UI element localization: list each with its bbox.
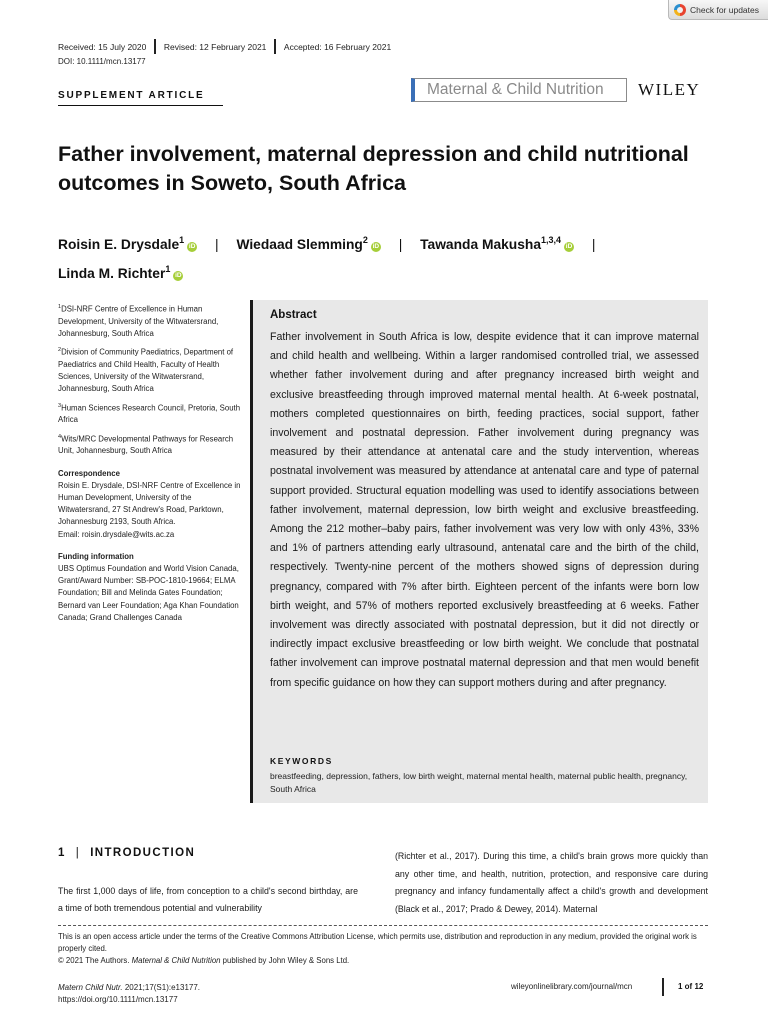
article-history [58, 39, 391, 54]
affiliation: $^4$Wits/MRC Developmental Pathways for Research Unit, Johannesburg, South Africa [58, 433, 234, 456]
affiliation: $^1$DSI-NRF Centre of Excellence in Human Development, University of the Witwatersrand, Johannesburg, South Africa [58, 304, 219, 338]
abstract-heading: Abstract [270, 309, 317, 321]
citation: Matern Child Nutr. 2021;17(S1):e13177. [58, 983, 201, 992]
journal-url[interactable]: wileyonlinelibrary.com/journal/mcn [511, 982, 633, 991]
section-heading: 1 | INTRODUCTION [58, 847, 196, 859]
publisher-logo[interactable]: WILEY [638, 80, 701, 99]
author[interactable]: Roisin E. Drysdale$^1$ [58, 235, 185, 252]
orcid-icon[interactable]: iD [372, 243, 380, 250]
citation-footer [58, 982, 200, 1006]
body-text-right: (Richter et al., 2017). During this time, a child's brain grows more quickly than any other time, and health, nutrition, protection, and responsive care during pregnancy and infancy fundamentally affect a child's growth and development (Black et al., 2017; Prado & Dewey, 2014). Maternal [395, 851, 708, 914]
received-date: Received: 15 July 2020 [58, 41, 147, 52]
abstract-text: Father involvement in South Africa is low, despite evidence that it can improve maternal and child health and wellbeing. Within a larger randomised controlled trial, we assessed whether father involvement during and after pregnancy increased birth weight and exclusive breastfeeding through improved maternal mental health. At 6-week postnatal, mothers completed questionnaires on birth, feeding practices, social support, father involvement and postnatal depression. Father involvement during pregnancy was measured by their attendance at antenatal care and the study intervention, whereas postnatal involvement was measured by attendance at antenatal care and type of paternal support provided. Structural equation modelling was used to identify associations between father involvement, maternal depression, low birth weight and exclusive breastfeeding. Among the 212 mother–baby pairs, father involvement was very low with only 43%, 33% and 1% of partners attending early ultrasound, antenatal care and the birth of the child, respectively. Twenty-nine percent of the mothers showed signs of depression during pregnancy, compared with 7% after birth. Eighteen percent of the infants were born low birth weight, and 57% of mothers reported exclusively breastfeeding at 6 weeks. Father involvement was directly associated with postnatal depression, but it did not directly or indirectly impact exclusive breastfeeding or low birth weight. We conclude that postnatal father involvement can improve postnatal maternal depression and that men would benefit from specific guidance on how they can support mothers during and after pregnancy. [270, 331, 699, 689]
article-title: Father involvement, maternal depression and child nutritional outcomes in Soweto, South Africa [58, 142, 689, 195]
doi-link[interactable]: https://doi.org/10.1111/mcn.13177 [58, 995, 178, 1004]
keywords-heading: KEYWORDS [270, 756, 333, 766]
author[interactable]: Linda M. Richter$^1$ [58, 264, 171, 281]
check-for-updates-label: Check for updates [690, 4, 759, 15]
correspondence-text: Roisin E. Drysdale, DSI-NRF Centre of Excellence in Human Development, University of the Witwatersrand, 27 St Andrew's Road, Parktown, Johannesburg 2193, South Africa. Email: roisin.drysdale@wits.ac.za [58, 480, 241, 539]
article-type-underline [58, 105, 223, 106]
affiliation: $^2$Division of Community Paediatrics, Department of Paediatrics and Child Health, Faculty of Health Sciences, University of the Witwatersrand, Johannesburg, South Africa [58, 347, 234, 394]
doi[interactable]: DOI: 10.1111/mcn.13177 [58, 57, 146, 66]
author[interactable]: Wiedaad Slemming$^2$ [236, 235, 368, 252]
affiliation: $^3$Human Sciences Research Council, Pretoria, South Africa [58, 402, 241, 425]
license-footnote [58, 931, 718, 967]
journal-logo[interactable] [411, 78, 627, 102]
author[interactable]: Tawanda Makusha$^{1,3,4}$ [420, 235, 562, 252]
footnote-divider [58, 925, 708, 926]
license-text: This is an open access article under the terms of the Creative Commons Attribution License, which permits use, distribution and reproduction in any medium, provided the original work is properly cited. [58, 932, 697, 953]
correspondence-email[interactable]: Email: roisin.drysdale@wits.ac.za [58, 529, 175, 539]
article-type: SUPPLEMENT ARTICLE [58, 90, 205, 101]
page-number: 1 of 12 [678, 982, 704, 991]
body-text-left: The first 1,000 days of life, from conception to a child's second birthday, are a time of both tremendous potential and vulnerability [58, 886, 358, 913]
journal-name: Maternal & Child Nutrition [427, 81, 604, 98]
check-for-updates-button[interactable] [668, 0, 768, 20]
history-divider [154, 39, 156, 54]
author-separator: | [215, 237, 219, 252]
correspondence-heading: Correspondence [58, 468, 120, 478]
revised-date: Revised: 12 February 2021 [163, 41, 267, 52]
front-matter-sidebar [58, 301, 243, 628]
history-divider [274, 39, 276, 54]
keywords-text: breastfeeding, depression, fathers, low birth weight, maternal mental health, maternal public health, pregnancy, South Africa [270, 771, 688, 794]
funding-heading: Funding information [58, 551, 134, 561]
author-list [58, 228, 738, 286]
orcid-icon[interactable]: iD [565, 243, 573, 250]
funding-text: UBS Optimus Foundation and World Vision Canada, Grant/Award Number: SB-POC-1810-19664; ELMA Foundation; Bill and Melinda Gates Foundation; Bernard van Leer Foundation; Aga Khan Foundation Canada; Grand Challenges Canada [58, 564, 239, 622]
footer-divider [662, 978, 664, 996]
copyright-text: © 2021 The Authors. Maternal & Child Nutrition published by John Wiley & Sons Ltd. [58, 956, 350, 965]
abstract-rule [250, 300, 253, 803]
orcid-icon[interactable]: iD [188, 243, 196, 250]
crossmark-icon [674, 4, 686, 16]
orcid-icon[interactable]: iD [175, 272, 182, 279]
author-separator: | [398, 237, 403, 252]
author-separator: | [591, 237, 596, 252]
accepted-date: Accepted: 16 February 2021 [283, 41, 392, 52]
